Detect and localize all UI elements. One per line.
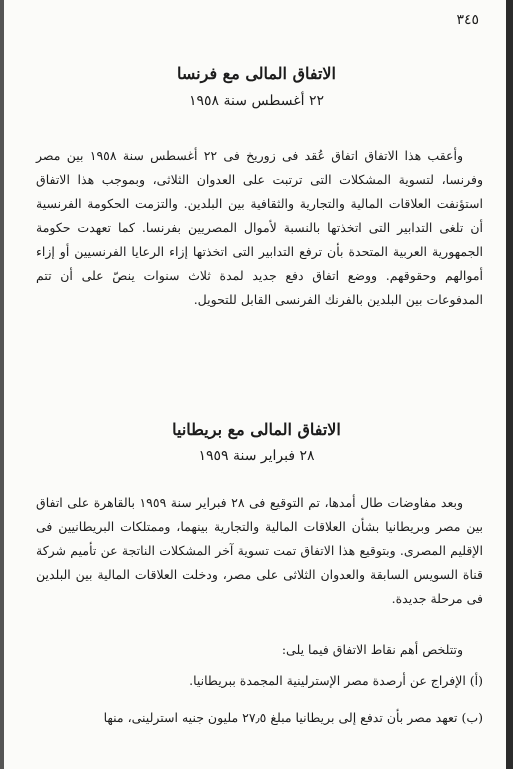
page-edge-shadow — [506, 0, 513, 769]
section-date-france: ٢٢ أغسطس سنة ١٩٥٨ — [189, 93, 324, 109]
page-edge-shadow-left — [0, 0, 4, 769]
section-date-britain: ٢٨ فبراير سنة ١٩٥٩ — [198, 448, 315, 464]
paragraph-britain: وبعد مفاوضات طال أمدها، تم التوقيع فى ٢٨ فبراير سنة ١٩٥٩ بالقاهرة على اتفاق بين مصر وبريطانيا بشأن العلاقات المالية والتجارية بينهما، وممتلكات البريطانيين فى الإقليم المصرى. وبتوقيع هذا الاتفاق تمت تسوية آخر المشكلات الناتجة عن تأميم شركة قناة السويس السابقة والعدوان الثلاثى على مصر، ودخلت العلاقات المالية بين البلدين فى مرحلة جديدة. — [36, 495, 483, 606]
paragraph-france: وأعقب هذا الاتفاق اتفاق عُقد فى زوريخ فى ٢٢ أغسطس سنة ١٩٥٨ بين مصر وفرنسا، لتسوية المشكلات التى ترتبت على العدوان الثلاثى، وبموجب هذا الاتفاق استؤنفت العلاقات المالية والتجارية والثقافية بين البلدين. والتزمت الحكومة الفرنسية أن تلغى التدابير التى اتخذتها بالنسبة لأموال المصريين بفرنسا. كما تعهدت حكومة الجمهورية العربية المتحدة بأن ترفع التدابير التى اتخذتها إزاء الرعايا الفرنسيين أو إزاء أموالهم وحقوقهم. ووضع اتفاق دفع جديد لمدة ثلاث سنوات ينصّ على أن تتم المدفوعات بين البلدين بالفرنك الفرنسى القابل للتحويل. — [36, 148, 483, 307]
section-title-france: الاتفاق المالى مع فرنسا — [177, 64, 336, 83]
points-intro: وتتلخص أهم نقاط الاتفاق فيما يلى: — [281, 642, 463, 657]
page-number: ٣٤٥ — [456, 12, 479, 28]
list-item-a: (أ) الإفراج عن أرصدة مصر الإسترلينية المجمدة ببريطانيا. — [189, 673, 483, 688]
list-item-b: (ب) تعهد مصر بأن تدفع إلى بريطانيا مبلغ ٢٧٫٥ مليون جنيه استرلينى، منها — [103, 710, 483, 725]
section-title-britain: الاتفاق المالى مع بريطانيا — [172, 420, 341, 439]
